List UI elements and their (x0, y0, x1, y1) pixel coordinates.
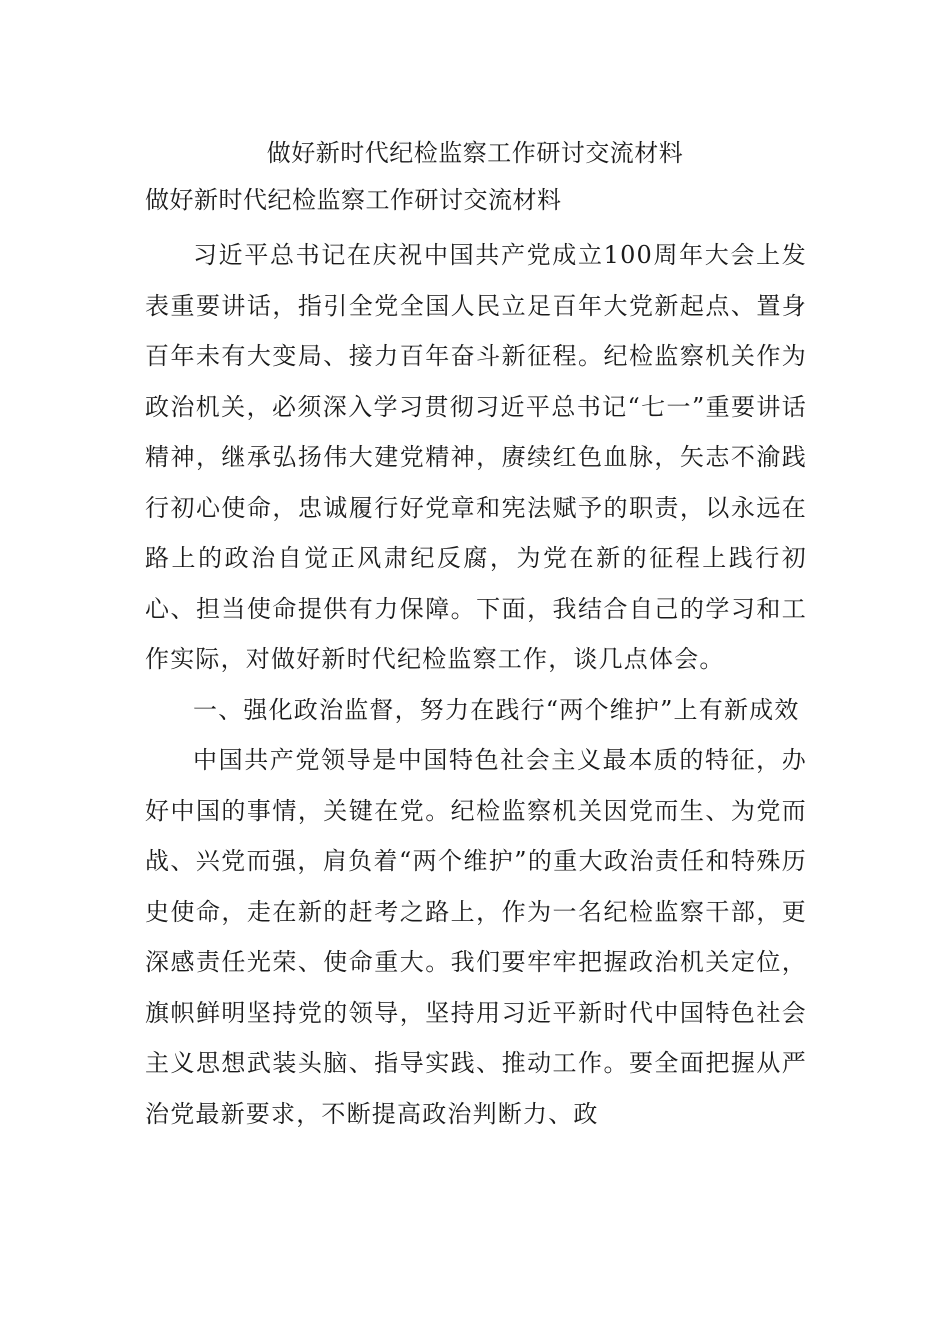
paragraph-section-1: 中国共产党领导是中国特色社会主义最本质的特征，办好中国的事情，关键在党。纪检监察机关因党而生、为党而战、兴党而强，肩负着“两个维护”的重大政治责任和特殊历史使命，走在新的赶考之路上，作为一名纪检监察干部，更深感责任光荣、使命重大。我们要牢牢把握政治机关定位，旗帜鲜明坚持党的领导，坚持用习近平新时代中国特色社会主义思想武装头脑、指导实践、推动工作。要全面把握从严治党最新要求，不断提高政治判断力、政 (145, 746, 807, 1128)
section-heading-1: 一、强化政治监督，努力在践行“两个维护”上有新成效 (193, 695, 800, 724)
document-body (145, 180, 807, 1139)
document-title: 做好新时代纪检监察工作研讨交流材料 (266, 139, 684, 167)
document-subtitle: 做好新时代纪检监察工作研讨交流材料 (145, 186, 562, 214)
paragraph-intro: 习近平总书记在庆祝中国共产党成立100周年大会上发表重要讲话，指引全党全国人民立足百年大党新起点、置身百年未有大变局、接力百年奋斗新征程。纪检监察机关作为政治机关，必须深入学习贯彻习近平总书记“七一”重要讲话精神，继承弘扬伟大建党精神，赓续红色血脉，矢志不渝践行初心使命，忠诚履行好党章和宪法赋予的职责，以永远在路上的政治自觉正风肃纪反腐，为党在新的征程上践行初心、担当使命提供有力保障。下面，我结合自己的学习和工作实际，对做好新时代纪检监察工作，谈几点体会。 (145, 241, 807, 673)
